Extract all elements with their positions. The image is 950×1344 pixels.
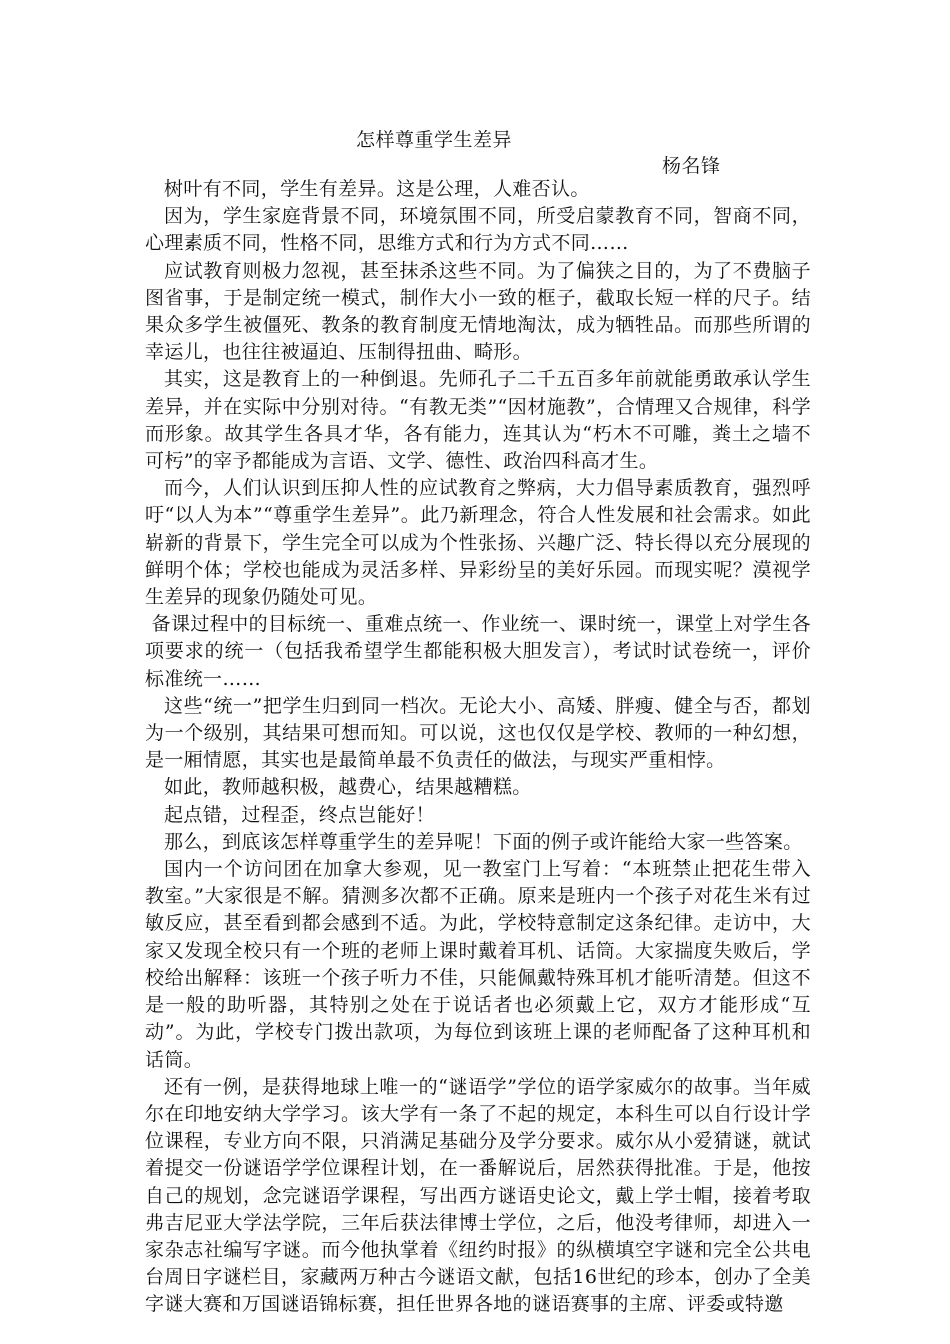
paragraph-8: 如此，教师越积极，越费心，结果越糟糕。 <box>164 776 532 799</box>
paragraph-5: 而今，人们认识到压抑人性的应试教育之弊病，大力倡导素质教育，强烈呼吁“以人为本”“尊重学生差异”。此乃新理念，符合人性发展和社会需求。如此崭新的背景下，学生完全可以成为个性张扬、兴趣广泛、特长得以充分展现的鲜明个体；学校也能成为灵活多样、异彩纷呈的美好乐园。而现实呢？漠视学生差异的现象仍随处可见。 <box>145 477 811 609</box>
paragraph-7: 这些“统一”把学生归到同一档次。无论大小、高矮、胖瘦、健全与否，都划为一个级别，其结果可想而知。可以说，这也仅仅是学校、教师的一种幻想，是一厢情愿，其实也是最简单最不负责任的做法，与现实严重相悖。 <box>145 694 811 772</box>
document-body <box>145 176 811 1319</box>
paragraph-3: 应试教育则极力忽视，甚至抹杀这些不同。为了偏狭之目的，为了不费脑子图省事，于是制定统一模式，制作大小一致的框子，截取长短一样的尺子。结果众多学生被僵死、教条的教育制度无情地淘汰，成为牺牲品。而那些所谓的幸运儿，也往往被逼迫、压制得扭曲、畸形。 <box>145 259 811 364</box>
paragraph-6: 备课过程中的目标统一、重难点统一、作业统一、课时统一，课堂上对学生各项要求的统一（包括我希望学生都能积极大胆发言），考试时试卷统一，评价标准统一…… <box>145 613 811 690</box>
paragraph-10: 那么，到底该怎样尊重学生的差异呢！下面的例子或许能给大家一些答案。 <box>164 830 803 853</box>
document-author: 杨名锋 <box>662 155 721 177</box>
paragraph-12: 还有一例，是获得地球上唯一的“谜语学”学位的语学家威尔的故事。当年威尔在印地安纳大学学习。该大学有一条了不起的规定，本科生可以自行设计学位课程，专业方向不限，只消满足基础分及学分要求。威尔从小爱猜谜，就试着提交一份谜语学学位课程计划，在一番解说后，居然获得批准。于是，他按自己的规划，念完谜语学课程，写出西方谜语史论文，戴上学士帽，接着考取弗吉尼亚大学法学院，三年后获法律博士学位，之后，他没考律师，却进入一家杂志社编写字谜。而今他执掌着《纽约时报》的纵横填空字谜和完全公共电台周日字谜栏目，家藏两万种古今谜语文献，包括16世纪的珍本，创办了全美字谜大赛和万国谜语锦标赛，担任世界各地的谜语赛事的主席、评委或特邀 <box>145 1075 811 1316</box>
paragraph-9: 起点错，过程歪，终点岂能好！ <box>164 803 435 826</box>
document-title: 怎样尊重学生差异 <box>356 129 513 151</box>
paragraph-2: 因为，学生家庭背景不同，环境氛围不同，所受启蒙教育不同，智商不同，心理素质不同，性格不同，思维方式和行为方式不同…… <box>145 205 811 255</box>
paragraph-4: 其实，这是教育上的一种倒退。先师孔子二千五百多年前就能勇敢承认学生差异，并在实际中分别对待。“有教无类”“因材施教”，合情理又合规律，科学而形象。故其学生各具才华，各有能力，连其认为“朽木不可雕，粪土之墙不可杇”的宰予都能成为言语、文学、德性、政治四科高才生。 <box>145 368 811 473</box>
paragraph-1: 树叶有不同，学生有差异。这是公理，人难否认。 <box>164 178 590 200</box>
paragraph-11: 国内一个访问团在加拿大参观，见一教室门上写着：“本班禁止把花生带入教室。”大家很是不解。猜测多次都不正确。原来是班内一个孩子对花生米有过敏反应，甚至看到都会感到不适。为此，学校特意制定这条纪律。走访中，大家又发现全校只有一个班的老师上课时戴着耳机、话筒。大家揣度失败后，学校给出解释：该班一个孩子听力不佳，只能佩戴特殊耳机才能听清楚。但这不是一般的助听器，其特别之处在于说话者也必须戴上它，双方才能形成“互动”。为此，学校专门拨出款项，为每位到该班上课的老师配备了这种耳机和话筒。 <box>145 858 811 1071</box>
